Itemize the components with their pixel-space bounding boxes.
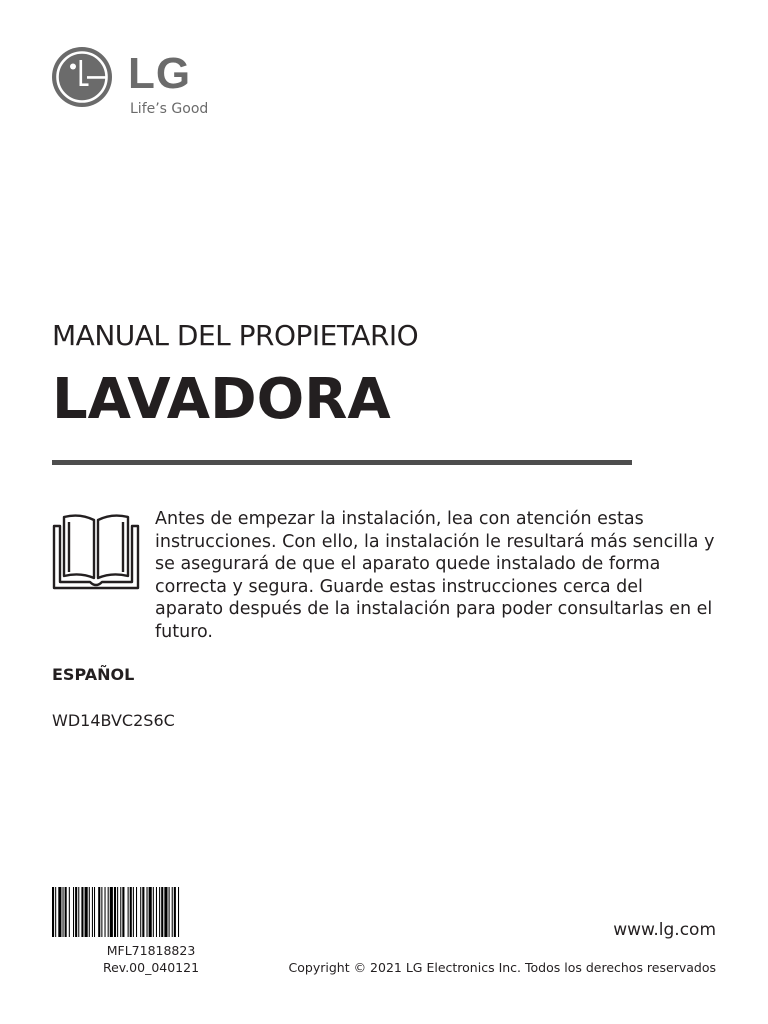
lg-logo (52, 47, 222, 127)
revision-code: Rev.00_040121 (102, 960, 200, 975)
lg-face-logo-icon (52, 47, 112, 107)
open-book-icon (52, 512, 140, 590)
website-link[interactable]: www.lg.com (613, 920, 716, 940)
language-label: ESPAÑOL (52, 665, 135, 684)
intro-paragraph: Antes de empezar la instalación, lea con atención estas instrucciones. Con ello, la instalación le resultará más sencilla y se asegurará de que el aparato quede instalado de forma correcta y segura. Guarde estas instrucciones cerca del aparato después de la instalación para poder consultarlas en el futuro. (155, 509, 715, 642)
document-subtitle: MANUAL DEL PROPIETARIO (52, 319, 419, 352)
model-number: WD14BVC2S6C (52, 711, 175, 730)
lg-wordmark: LG (128, 49, 192, 98)
barcode-icon (52, 887, 250, 937)
copyright-notice: Copyright © 2021 LG Electronics Inc. Todos los derechos reservados (288, 960, 716, 975)
part-number: MFL71818823 (106, 943, 196, 958)
brand-tagline: Life’s Good (130, 101, 209, 117)
document-title: LAVADORA (52, 367, 391, 432)
title-divider (52, 460, 632, 465)
